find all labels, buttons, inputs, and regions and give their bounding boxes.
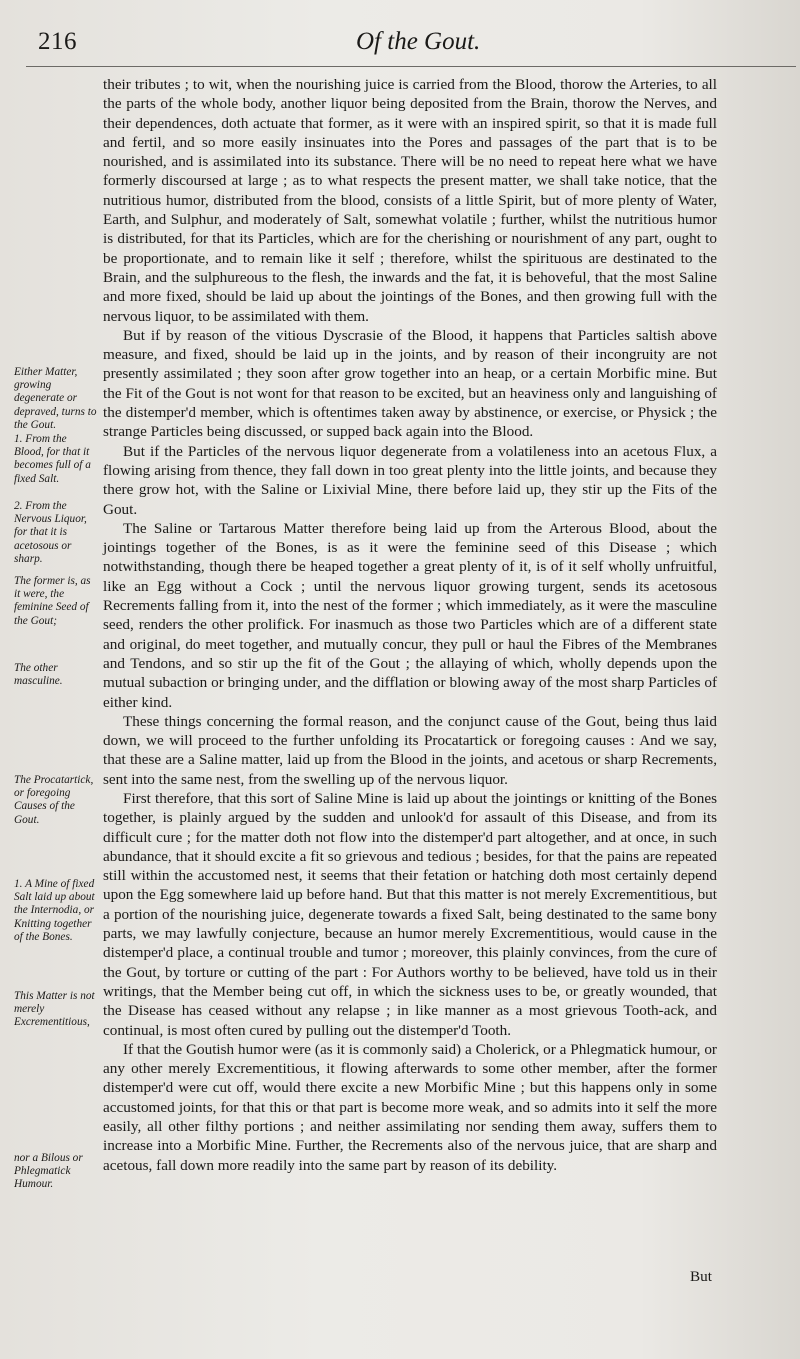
margin-note-1: Either Matter, growing degenerate or depraved, turns to the Gout. xyxy=(14,366,97,431)
margin-note-4: The former is, as it were, the feminine Seed of the Gout; xyxy=(14,575,91,627)
margin-note-2: 1. From the Blood, for that it becomes full of a fixed Salt. xyxy=(14,433,91,485)
paragraph-7: If that the Goutish humor were (as it is commonly said) a Cholerick, or a Phlegmatick humour, or any other merely Excrementitious, it flowing afterwards to some other member, after the former distemper'd were cut off, would there excite a new Morbific Mine ; but this happens only in some accustomed joints, for that this or that part is become more weak, and so admits into it self the more easily, all other filthy portions ; and neither assimilating nor sending them away, suffers them to increase into a Morbific Mine. Further, the Recrements also of the nervous juice, that are sharp and acetous, fall down more readily into the same part by reason of its debility. xyxy=(103,1040,717,1174)
paragraph-4: The Saline or Tartarous Matter therefore being laid up from the Arterous Blood, about the jointings together of the Bones, is as it were the feminine seed of this Disease ; which notwithstanding, though there be heaped together a great plenty of it, is of it self wholly unfruitful, like an Egg without a Cock ; until the nervous liquor growing turgent, sends its acetosous Recrements falling from it, into the nest of the former ; which immediately, as it were the masculine seed, renders the other prolifick. For inasmuch as those two Particles which are of a different state and original, do meet together, and mutually concur, they pull or haul the Fibres of the Membranes and Tendons, and so stir up the fit of the Gout ; the allaying of which, wholly depends upon the mutual subaction or bringing under, and the difflation or blowing away of the most sharp Particles of either kind. xyxy=(103,519,717,711)
margin-note-7: 1. A Mine of fixed Salt laid up about the Internodia, or Knitting together of the Bones. xyxy=(14,878,95,943)
catchword: But xyxy=(690,1268,712,1285)
margin-note-8: This Matter is not merely Excrementitious, xyxy=(14,990,95,1029)
paragraph-1: their tributes ; to wit, when the nourishing juice is carried from the Blood, thorow the Arteries, to all the parts of the whole body, another liquor being deposited from the Brain, thorow the Nerves, and their dependences, doth actuate that former, as it were with an inspired spirit, so that it is made full and fertil, and so more easily insinuates into the Pores and passages of the part that is to be nourished, and is assimilated into its substance. There will be no need to repeat here what we have formerly discoursed at large ; as to what respects the present matter, we shall take notice, that the nutritious humor, distributed from the blood, consists of a little Spirit, but of more plenty of Water, Earth, and Sulphur, and moderately of Salt, somewhat volatile ; further, whilst the nutritious humor is distributed, for that its Particles, which are for the cherishing or nourishment of any part, ought to be proportionate, and to remain like it self ; therefore, whilst the spirituous are destinated to the Brain, and the sulphureous to the flesh, the inwards and the fat, it is behoveful, that the most Saline and more fixed, should be laid up about the jointings of the Bones, and then growing full with the nervous liquor, to be assimilated with them. xyxy=(103,76,717,325)
margin-note-6: The Procatartick, or foregoing Causes of the Gout. xyxy=(14,774,94,826)
paragraph-3: But if the Particles of the nervous liquor degenerate from a volatileness into an acetous Flux, a flowing arising from thence, they fall down in too great plenty into the little joints, and because they there grow hot, with the Saline or Lixivial Mine, there before laid up, they stir up the Fits of the Gout. xyxy=(103,442,717,518)
paragraph-2: But if by reason of the vitious Dyscrasie of the Blood, it happens that Particles saltish above measure, and fixed, should be laid up in the joints, and by reason of their incongruity are not presently assimilated ; they soon after grow together into an heap, or a certain Morbific mine. But the Fit of the Gout is not wont for that reason to be excited, but an heaviness only and languishing of the distemper'd member, which is oftentimes taken away by abstinence, or exercise, or Physick ; the strange Particles being discussed, or supped back again into the Blood. xyxy=(103,326,717,441)
header-rule xyxy=(26,66,796,67)
running-title: Of the Gout. xyxy=(356,28,481,55)
margin-note-9: nor a Bilous or Phlegmatick Humour. xyxy=(14,1152,83,1191)
margin-note-5: The other masculine. xyxy=(14,662,63,688)
page-number: 216 xyxy=(38,28,77,55)
paragraph-6: First therefore, that this sort of Saline Mine is laid up about the jointings or knitting of the Bones together, is plainly argued by the sudden and unlook'd for assault of this Disease, and from its difficult cure ; for the matter doth not flow into the distemper'd part altogether, and at once, in such abundance, that it should excite a fit so grievous and tedious ; besides, for that the pains are repeated still within the accustomed nest, it seems that their fetation or hatching doth most certainly depend upon the Egg somewhere laid up before hand. But that this matter is not merely Excrementitious, but a portion of the nourishing juice, degenerate towards a fixed Salt, being destinated to the same bony parts, we may lawfully conjecture, because an humor merely Excrementitious, would cause in the distemper'd place, a continual trouble and tumor ; moreover, this plainly convinces, from the cure of the Gout, by torture or cutting of the part : For Authors worthy to be believed, have told us in their writings, that the Member being cut off, in which the sickness uses to be, or greatly wounded, that the Disease has ceased without any relapse ; in like manner as a most grievous Tooth-ack, and continual, is most often cured by pulling out the distemper'd Tooth. xyxy=(103,789,717,1039)
margin-note-3: 2. From the Nervous Liquor, for that it is acetosous or sharp. xyxy=(14,500,87,565)
paragraph-5: These things concerning the formal reason, and the conjunct cause of the Gout, being thus laid down, we will proceed to the further unfolding its Procatartick or foregoing causes : And we say, that these are a Saline matter, laid up from the Blood in the joints, and acetous or sharp Recrements, sent into the same nest, from the swelling up of the nervous liquor. xyxy=(103,712,717,788)
body-text xyxy=(103,75,717,1175)
